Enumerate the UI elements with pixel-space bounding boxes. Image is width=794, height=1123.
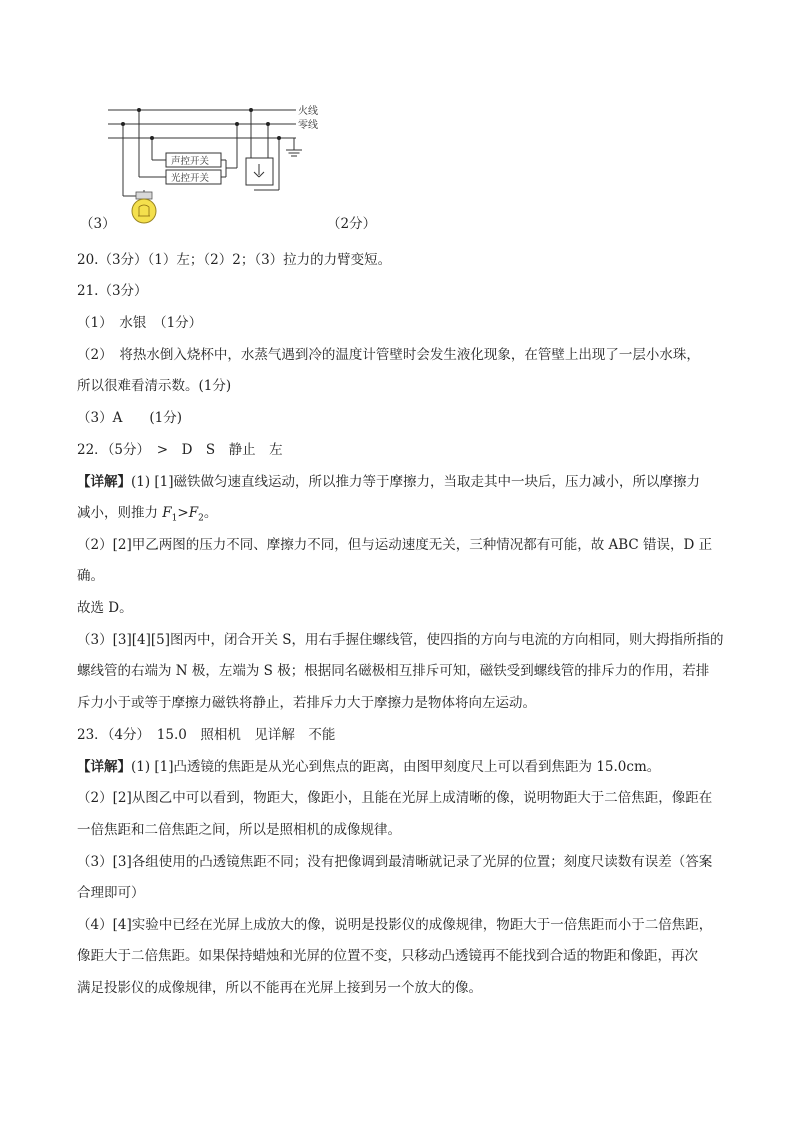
q22-detail-3-line2: 螺线管的右端为 N 极，左端为 S 极；根据同名磁极相互排斥可知，磁铁受到螺线管的排斥力的作用，若排 — [77, 663, 710, 679]
q21-answer-3: （3）A (1分) — [77, 410, 182, 426]
q22-header: 22．（5分） > D S 静止 左 — [77, 442, 283, 458]
q21-answer-2-line2: 所以很难看清示数。(1分) — [77, 378, 232, 394]
q21-answer-1: （1） 水银 （1分） — [77, 315, 203, 331]
q23-detail-4-line2: 像距大于二倍焦距。如果保持蜡烛和光屏的位置不变，只移动凸透镜再不能找到合适的物距和像距，再次 — [77, 948, 698, 964]
q23-detail-3-line2: 合理即可） — [77, 885, 145, 901]
q23-detail-3-line1: （3）[3]各组使用的凸透镜焦距不同；没有把像调到最清晰就记录了光屏的位置；刻度尺读数有误差（答案 — [77, 854, 713, 870]
circuit-diagram — [0, 0, 794, 235]
q23-detail-4-line1: （4）[4]实验中已经在光屏上成放大的像，说明是投影仪的成像规律，物距大于一倍焦距而小于二倍焦距， — [77, 917, 713, 933]
q20-answer: 20.（3分）（1）左；（2）2；（3）拉力的力臂变短。 — [77, 252, 392, 268]
q23-detail-4-line3: 满足投影仪的成像规律，所以不能再在光屏上接到另一个放大的像。 — [77, 980, 482, 996]
q22-detail-2-line2: 确。 — [77, 568, 104, 584]
q21-answer-2-line1: （2） 将热水倒入烧杯中，水蒸气遇到冷的温度计管壁时会发生液化现象，在管壁上出现了一层小水珠， — [77, 347, 700, 363]
q23-detail-1: 【详解】(1) [1]凸透镜的焦距是从光心到焦点的距离，由图甲刻度尺上可以看到焦距为 15.0cm。 — [77, 759, 661, 775]
q23-detail-2-line1: （2）[2]从图乙中可以看到，物距大，像距小，且能在光屏上成清晰的像，说明物距大于二倍焦距，像距在 — [77, 790, 713, 806]
neutral-wire-label: 零线 — [298, 120, 318, 131]
q21-header: 21.（3分） — [77, 283, 148, 299]
q22-detail-1-line1: 【详解】(1) [1]磁铁做匀速直线运动，所以推力等于摩擦力，当取走其中一块后，压力减小，所以摩擦力 — [77, 474, 701, 490]
q23-detail-tag: 【详解】 — [77, 759, 131, 775]
lamp-icon — [132, 192, 156, 223]
q23-detail-2-line2: 一倍焦距和二倍焦距之间，所以是照相机的成像规律。 — [77, 822, 401, 838]
live-wire-label: 火线 — [298, 106, 318, 117]
sound-switch-label: 声控开关 — [171, 156, 210, 167]
q22-detail-3-line3: 斥力小于或等于摩擦力磁铁将静止，若排斥力大于摩擦力是物体将向左运动。 — [77, 695, 536, 711]
q22-detail-2-line3: 故选 D。 — [77, 600, 133, 616]
q22-detail-tag: 【详解】 — [77, 474, 131, 490]
light-switch-label: 光控开关 — [171, 173, 210, 184]
q22-detail-3-line1: （3）[3][4][5]图丙中，闭合开关 S，用右手握住螺线管，使四指的方向与电流的方向相同，则大拇指所指的 — [77, 632, 724, 648]
q22-detail-1-line2: 减小，则推力 $F_1>F_2$。 — [77, 505, 218, 524]
q19-score: （2分） — [327, 216, 377, 232]
q19-part3-label: （3） — [80, 216, 116, 232]
q23-header: 23．（4分） 15.0 照相机 见详解 不能 — [77, 727, 336, 743]
q22-detail-2-line1: （2）[2]甲乙两图的压力不同、摩擦力不同，但与运动速度无关，三种情况都有可能，故 ABC 错误，D 正 — [77, 537, 713, 553]
